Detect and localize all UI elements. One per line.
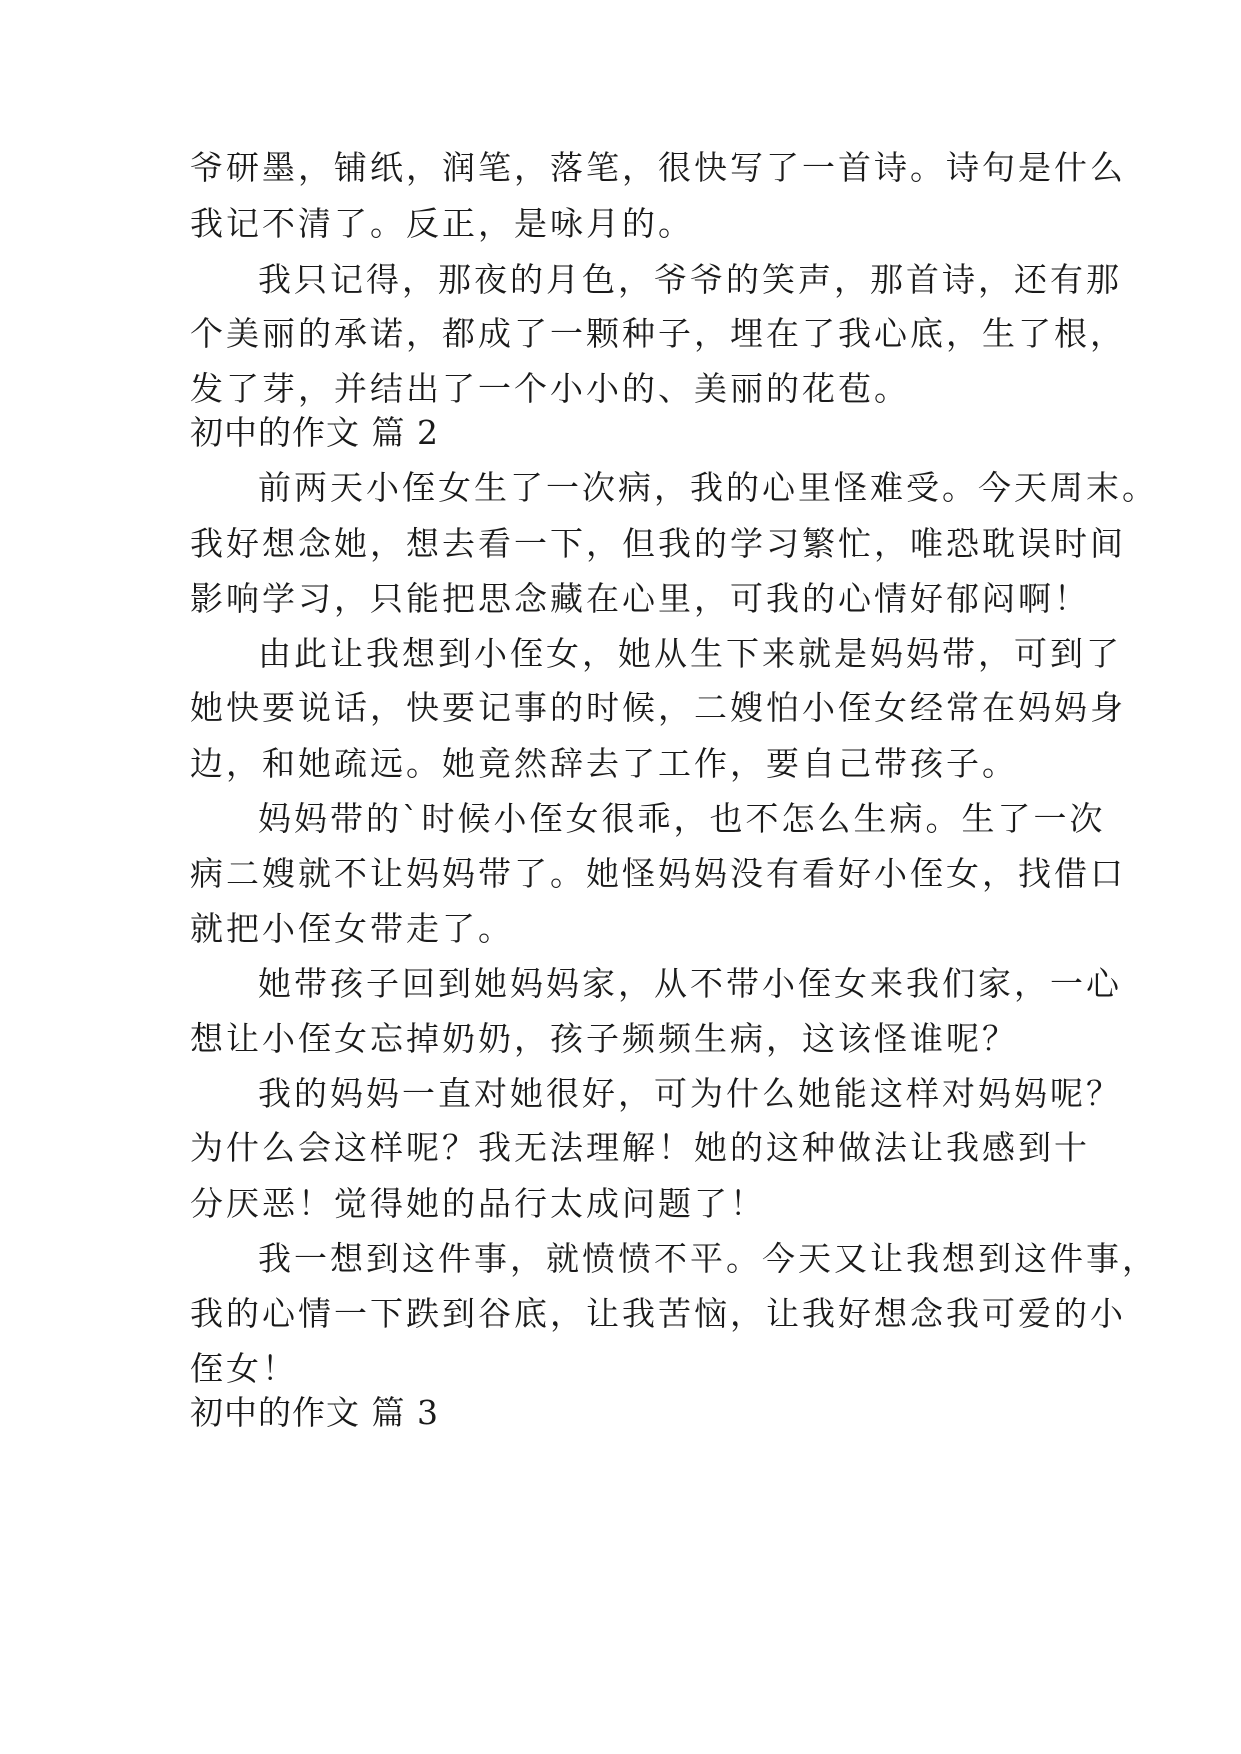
section-heading: 初中的作文 篇 2 (190, 413, 439, 452)
text-line: 侄女！ (190, 1349, 298, 1388)
text-line: 我记不清了。反正，是咏月的。 (190, 204, 694, 243)
text-line: 我好想念她，想去看一下，但我的学习繁忙，唯恐耽误时间 (190, 524, 1126, 563)
text-line: 想让小侄女忘掉奶奶，孩子频频生病，这该怪谁呢？ (190, 1019, 1018, 1058)
text-line: 她快要说话，快要记事的时候，二嫂怕小侄女经常在妈妈身 (190, 688, 1126, 727)
paragraph-start-line: 我的妈妈一直对她很好，可为什么她能这样对妈妈呢？ (258, 1074, 1122, 1113)
section-heading: 初中的作文 篇 3 (190, 1393, 439, 1432)
paragraph-start-line: 妈妈带的`时候小侄女很乖，也不怎么生病。生了一次 (258, 799, 1106, 838)
text-line: 爷研墨，铺纸，润笔，落笔，很快写了一首诗。诗句是什么 (190, 148, 1126, 187)
paragraph-start-line: 我一想到这件事，就愤愤不平。今天又让我想到这件事， (258, 1239, 1158, 1278)
text-line: 发了芽，并结出了一个小小的、美丽的花苞。 (190, 369, 910, 408)
text-line: 影响学习，只能把思念藏在心里，可我的心情好郁闷啊！ (190, 579, 1090, 618)
text-line: 个美丽的承诺，都成了一颗种子，埋在了我心底，生了根， (190, 314, 1126, 353)
text-line: 边，和她疏远。她竟然辞去了工作，要自己带孩子。 (190, 744, 1018, 783)
paragraph-start-line: 我只记得，那夜的月色，爷爷的笑声，那首诗，还有那 (258, 260, 1122, 299)
paragraph-start-line: 前两天小侄女生了一次病，我的心里怪难受。今天周末。 (258, 468, 1158, 507)
text-line: 我的心情一下跌到谷底，让我苦恼，让我好想念我可爱的小 (190, 1294, 1126, 1333)
text-line: 分厌恶！觉得她的品行太成问题了！ (190, 1184, 766, 1223)
text-line: 就把小侄女带走了。 (190, 909, 514, 948)
text-line: 病二嫂就不让妈妈带了。她怪妈妈没有看好小侄女，找借口 (190, 854, 1126, 893)
paragraph-start-line: 她带孩子回到她妈妈家，从不带小侄女来我们家，一心 (258, 964, 1122, 1003)
paragraph-start-line: 由此让我想到小侄女，她从生下来就是妈妈带，可到了 (258, 634, 1122, 673)
text-line: 为什么会这样呢？我无法理解！她的这种做法让我感到十 (190, 1128, 1090, 1167)
